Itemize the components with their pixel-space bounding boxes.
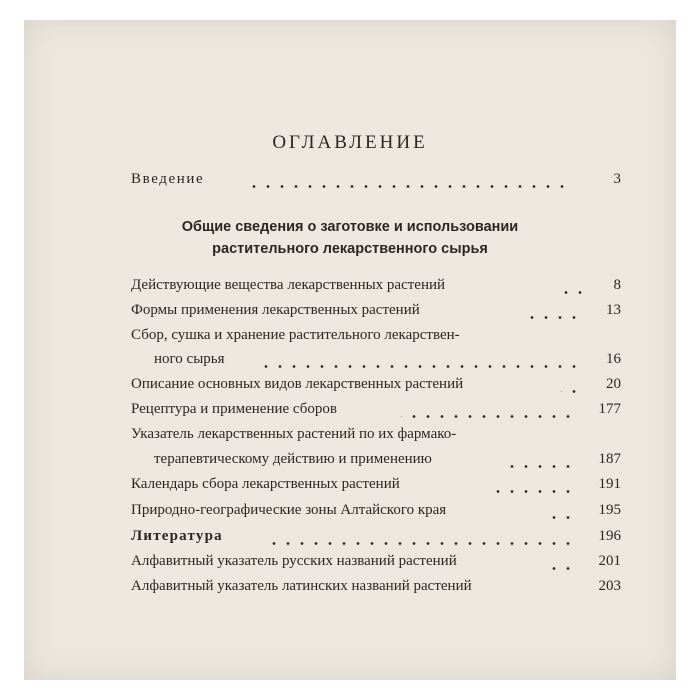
toc-title: ОГЛАВЛЕНИЕ [272, 132, 428, 153]
toc-page-number: 201 [598, 553, 621, 569]
leader-dots [551, 567, 575, 570]
section-heading [24, 216, 676, 260]
toc-entry [131, 401, 621, 425]
toc-entry-introduction [131, 171, 621, 195]
toc-entry [131, 553, 621, 577]
toc-entry [131, 277, 621, 301]
leader-dots [401, 415, 575, 418]
toc-entry-continuation [154, 351, 621, 375]
toc-page-number: 191 [598, 476, 621, 492]
toc-page-number: 195 [598, 502, 621, 518]
toc-entry-text: ного сырья [154, 351, 228, 368]
toc-entry [131, 502, 621, 526]
leader-dots [561, 291, 587, 294]
toc-page-number: 13 [606, 302, 621, 318]
toc-page-number: 187 [598, 451, 621, 467]
toc-page-number: 196 [598, 528, 621, 544]
leader-dots [521, 316, 581, 319]
toc-entry [131, 327, 621, 351]
toc-page-number: 8 [613, 277, 621, 293]
toc-entry [131, 578, 621, 602]
leader-dots [509, 465, 575, 468]
toc-entry-text: Рецептура и применение сборов [131, 401, 340, 418]
toc-entry-text: Указатель лекарственных растений по их фармако- [131, 426, 459, 443]
leader-dots [561, 390, 581, 393]
leader-dots [271, 542, 575, 545]
toc-page-number: 20 [606, 376, 621, 392]
toc-entry [131, 302, 621, 326]
leader-dots [254, 365, 581, 368]
toc-page-number: 203 [598, 578, 621, 594]
book-page [24, 20, 676, 680]
toc-entry-text: Литература [131, 528, 226, 545]
toc-entry-text: Алфавитный указатель латинских названий растений [131, 578, 475, 595]
toc-entry-continuation [154, 451, 621, 475]
toc-entry-text: Алфавитный указатель русских названий растений [131, 553, 460, 570]
toc-page-number: 3 [613, 171, 621, 187]
section-heading-line-1: Общие сведения о заготовке и использовании [181, 219, 519, 235]
toc-entry-text: Календарь сбора лекарственных растений [131, 476, 403, 493]
leader-dots [249, 185, 569, 188]
toc-entry-text: Описание основных видов лекарственных растений [131, 376, 466, 393]
toc-entry-text: Сбор, сушка и хранение растительного лекарствен- [131, 327, 463, 344]
toc-entry-text: Введение [131, 171, 207, 188]
toc-entry-text: Действующие вещества лекарственных растений [131, 277, 448, 294]
toc-page-number: 16 [606, 351, 621, 367]
toc-entry-literature [131, 528, 621, 552]
toc-entry [131, 476, 621, 500]
toc-entry-text: Природно-географические зоны Алтайского края [131, 502, 449, 519]
leader-dots [551, 516, 575, 519]
leader-dots [491, 490, 575, 493]
section-heading-line-2: растительного лекарственного сырья [212, 241, 488, 257]
toc-entry-text: терапевтическому действию и применению [154, 451, 435, 468]
toc-page-number: 177 [598, 401, 621, 417]
toc-entry [131, 376, 621, 400]
toc-entry [131, 426, 621, 450]
toc-entry-text: Формы применения лекарственных растений [131, 302, 423, 319]
